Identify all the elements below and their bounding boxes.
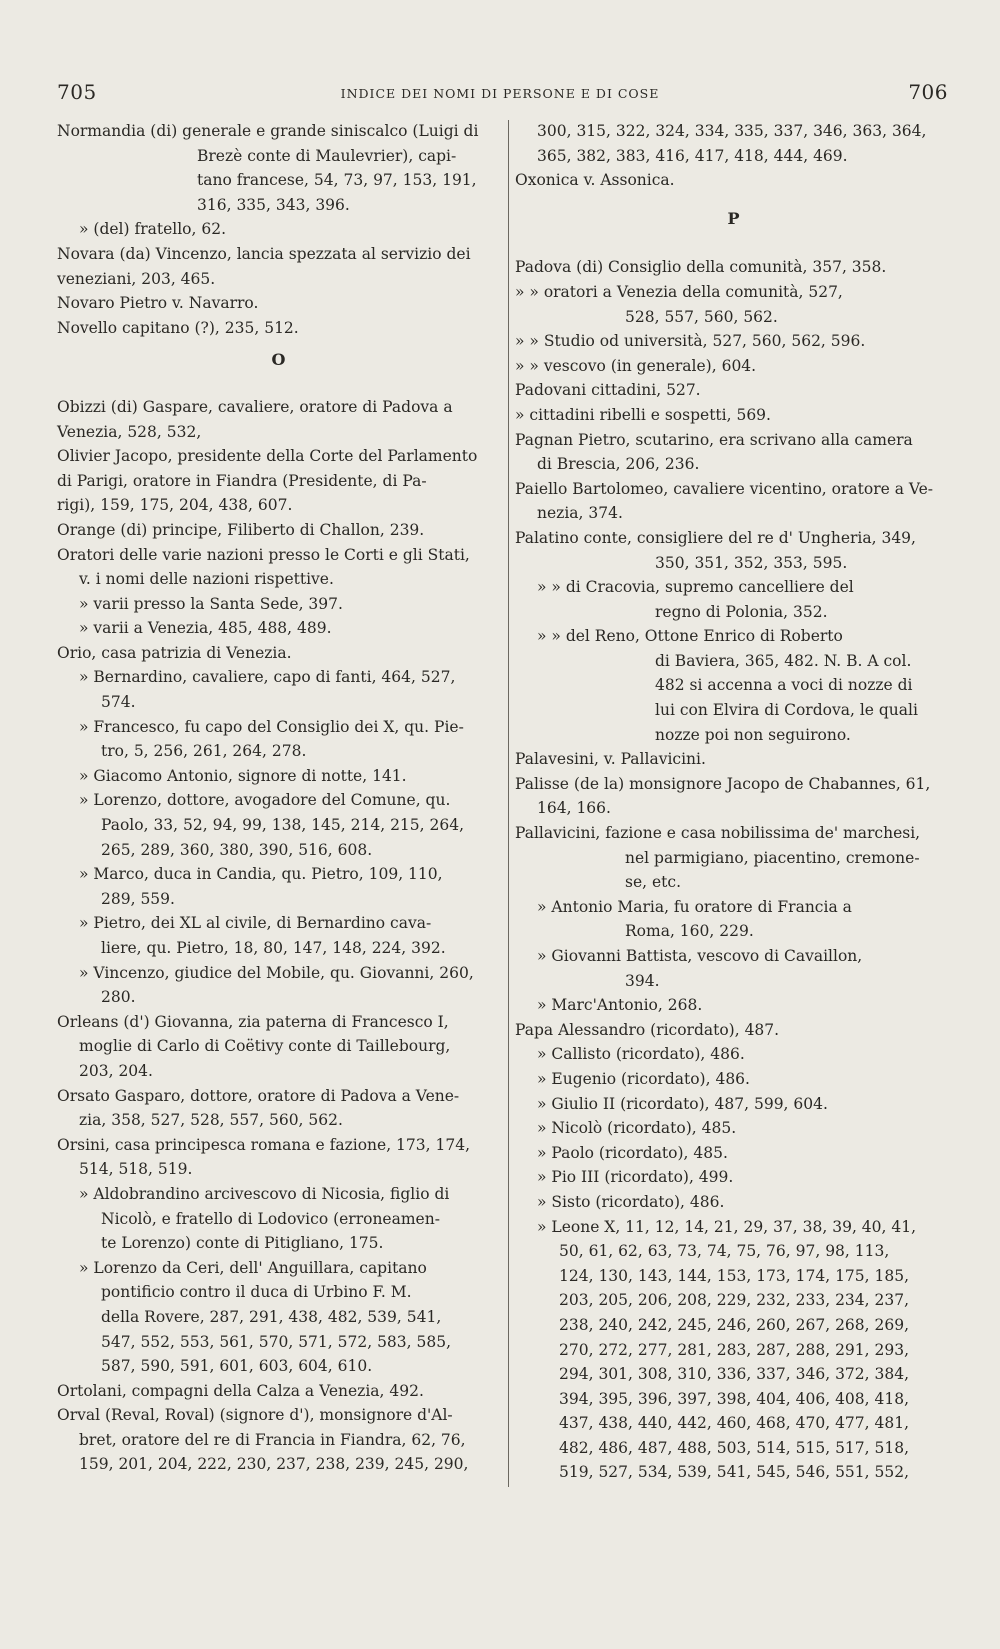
section-letter-o: O (271, 350, 286, 370)
index-subentry: » » di Cracovia, supremo cancelliere del regno di Polonia, 352. (537, 578, 854, 621)
index-subentry: » Pietro, dei XL al civile, di Bernardino cava- liere, qu. Pietro, 18, 80, 147, 148, 224, 392. (79, 914, 446, 957)
section-letter-p: P (727, 208, 740, 228)
index-subentry: » varii a Venezia, 485, 488, 489. (79, 619, 332, 638)
index-subentry: » Eugenio (ricordato), 486. (537, 1069, 750, 1088)
index-entry-olivier: Olivier Jacopo, presidente della Corte del Parlamento di Parigi, oratore in Fiandra (Presidente, di Pa- rigi), 159, 175, 204, 438, 607. (57, 447, 478, 515)
page-number-right: 706 (908, 80, 948, 104)
index-entry-orange: Orange (di) principe, Filiberto di Challon, 239. (57, 520, 425, 539)
index-entry-obizzi: Obizzi (di) Gaspare, cavaliere, oratore di Padova a Venezia, 528, 532, (57, 397, 453, 441)
index-subentry: » Antonio Maria, fu oratore di Francia a Roma, 160, 229. (537, 897, 852, 941)
index-subentry-leone: » Leone X, 11, 12, 14, 21, 29, 37, 38, 39, 40, 41, 50, 61, 62, 63, 73, 74, 75, 76, 97, 98, 113, 124, 130, 143, 144, 153, 173, 174, 175, 185, 203, 205, 206, 208, 229, 232, 233, 234, 237, 238, 240, 242, 245, 246, 260, 267, 268, 269, 270, 272, 277, 281, 283, 287, 288, 291, 293, 294, 301, 308, 310, 336, 337, 346, 372, 384, 394, 395, 396, 397, 398, 404, 406, 408, 418, 437, 438, 440, 442, 460, 468, 470, 477, 481, 482, 486, 487, 488, 503, 514, 515, 517, 518, 519, 527, 534, 539, 541, 545, 546, 551, 552, (537, 1217, 917, 1482)
index-subentry: » Callisto (ricordato), 486. (537, 1045, 745, 1064)
index-entry-novaro: Novaro Pietro v. Navarro. (57, 294, 259, 313)
index-entry-oxonica: Oxonica v. Assonica. (515, 171, 675, 190)
index-subentry: » Pio III (ricordato), 499. (537, 1168, 734, 1187)
index-subentry: » Marc'Antonio, 268. (537, 996, 703, 1015)
index-subentry: » Sisto (ricordato), 486. (537, 1192, 725, 1211)
index-entry-novara: Novara (da) Vincenzo, lancia spezzata al servizio dei veneziani, 203, 465. (57, 244, 471, 288)
page-header (0, 80, 1000, 110)
index-entry-pallavicini: Pallavicini, fazione e casa nobilissima de' marchesi, nel parmigiano, piacentino, cremone- se, etc. (515, 824, 921, 892)
index-subentry: » Giacomo Antonio, signore di notte, 141. (79, 766, 407, 785)
index-subentry: » Bernardino, cavaliere, capo di fanti, 464, 527, 574. (79, 668, 456, 712)
index-subentry: » Vincenzo, giudice del Mobile, qu. Giovanni, 260, 280. (79, 963, 474, 1007)
index-subentry: » Francesco, fu capo del Consiglio dei X, qu. Pie- tro, 5, 256, 261, 264, 278. (79, 717, 464, 761)
index-subentry: » » oratori a Venezia della comunità, 527, 528, 557, 560, 562. (515, 282, 843, 326)
index-subentry: » Lorenzo, dottore, avogadore del Comune, qu. Paolo, 33, 52, 94, 99, 138, 145, 214, 215, 264, 265, 289, 360, 380, 390, 516, 608. (79, 791, 465, 859)
index-subentry: » Nicolò (ricordato), 485. (537, 1119, 737, 1138)
index-entry-palavesini: Palavesini, v. Pallavicini. (515, 750, 706, 769)
running-title: INDICE DEI NOMI DI PERSONE E DI COSE (340, 86, 660, 101)
index-entry-orleans: Orleans (d') Giovanna, zia paterna di Francesco I, moglie di Carlo di Coëtivy conte di Taillebourg, 203, 204. (57, 1012, 451, 1080)
index-entry-novello: Novello capitano (?), 235, 512. (57, 318, 299, 337)
index-entry-oratori: Oratori delle varie nazioni presso le Corti e gli Stati, v. i nomi delle nazioni rispettive. (57, 545, 470, 589)
index-subentry: » Marco, duca in Candia, qu. Pietro, 109, 110, 289, 559. (79, 865, 443, 908)
index-entry-normandia: Normandia (di) generale e grande siniscalco (Luigi di Brezè conte di Maulevrier), capi- tano francese, 54, 73, 97, 153, 191, 316, 335, 343, 396. (57, 122, 479, 214)
index-entry-orio: Orio, casa patrizia di Venezia. (57, 643, 292, 662)
left-column (57, 119, 500, 1477)
index-entry-pagnan: Pagnan Pietro, scutarino, era scrivano alla camera di Brescia, 206, 236. (515, 430, 913, 474)
index-subentry: » » vescovo (in generale), 604. (515, 356, 757, 375)
index-entry-paiello: Paiello Bartolomeo, cavaliere vicentino, oratore a Ve- nezia, 374. (515, 479, 934, 523)
index-entry-palatino: Palatino conte, consigliere del re d' Ungheria, 349, 350, 351, 352, 353, 595. (515, 528, 916, 572)
index-entry-palisse: Palisse (de la) monsignore Jacopo de Chabannes, 61, 164, 166. (515, 774, 931, 818)
column-divider (508, 120, 509, 1487)
index-entry-padovani: Padovani cittadini, 527. (515, 381, 701, 400)
index-subentry: » Giulio II (ricordato), 487, 599, 604. (537, 1094, 828, 1113)
index-subentry: » Giovanni Battista, vescovo di Cavaillon, 394. (537, 947, 863, 990)
index-subentry: » » Studio od università, 527, 560, 562, 596. (515, 332, 866, 351)
index-subentry: » varii presso la Santa Sede, 397. (79, 594, 343, 613)
index-entry-ortolani: Ortolani, compagni della Calza a Venezia, 492. (57, 1381, 424, 1400)
index-subentry: » (del) fratello, 62. (79, 220, 227, 239)
right-column (515, 119, 952, 1485)
index-subentry: » Aldobrandino arcivescovo di Nicosia, figlio di Nicolò, e fratello di Lodovico (erroneamen- te Lorenzo) conte di Pitigliano, 175. (79, 1184, 450, 1253)
index-entry-orval: Orval (Reval, Roval) (signore d'), monsignore d'Al- bret, oratore del re di Francia in Fiandra, 62, 76, 159, 201, 204, 222, 230, 237, 238, 239, 245, 290, (57, 1406, 469, 1474)
index-entry-papa: Papa Alessandro (ricordato), 487. (515, 1020, 780, 1039)
index-subentry: » Paolo (ricordato), 485. (537, 1143, 728, 1162)
index-subentry: » Lorenzo da Ceri, dell' Anguillara, capitano pontificio contro il duca di Urbino F. M. della Rovere, 287, 291, 438, 482, 539, 541, 547, 552, 553, 561, 570, 571, 572, 583, 585, 587, 590, 591, 601, 603, 604, 610. (79, 1258, 452, 1376)
index-subentry: » cittadini ribelli e sospetti, 569. (515, 405, 771, 424)
index-subentry: » » del Reno, Ottone Enrico di Roberto di Baviera, 365, 482. N. B. A col. 482 si accenna a voci di nozze di lui con Elvira di Cordova, le quali nozze poi non seguirono. (537, 627, 918, 744)
index-entry-orsato: Orsato Gasparo, dottore, oratore di Padova a Vene- zia, 358, 527, 528, 557, 560, 562. (57, 1086, 460, 1130)
index-entry-continuation: 300, 315, 322, 324, 334, 335, 337, 346, 363, 364, 365, 382, 383, 416, 417, 418, 444, 469. (537, 122, 927, 165)
index-entry-orsini: Orsini, casa principesca romana e fazione, 173, 174, 514, 518, 519. (57, 1135, 470, 1179)
index-entry-padova: Padova (di) Consiglio della comunità, 357, 358. (515, 258, 887, 277)
page-number-left: 705 (57, 80, 97, 104)
